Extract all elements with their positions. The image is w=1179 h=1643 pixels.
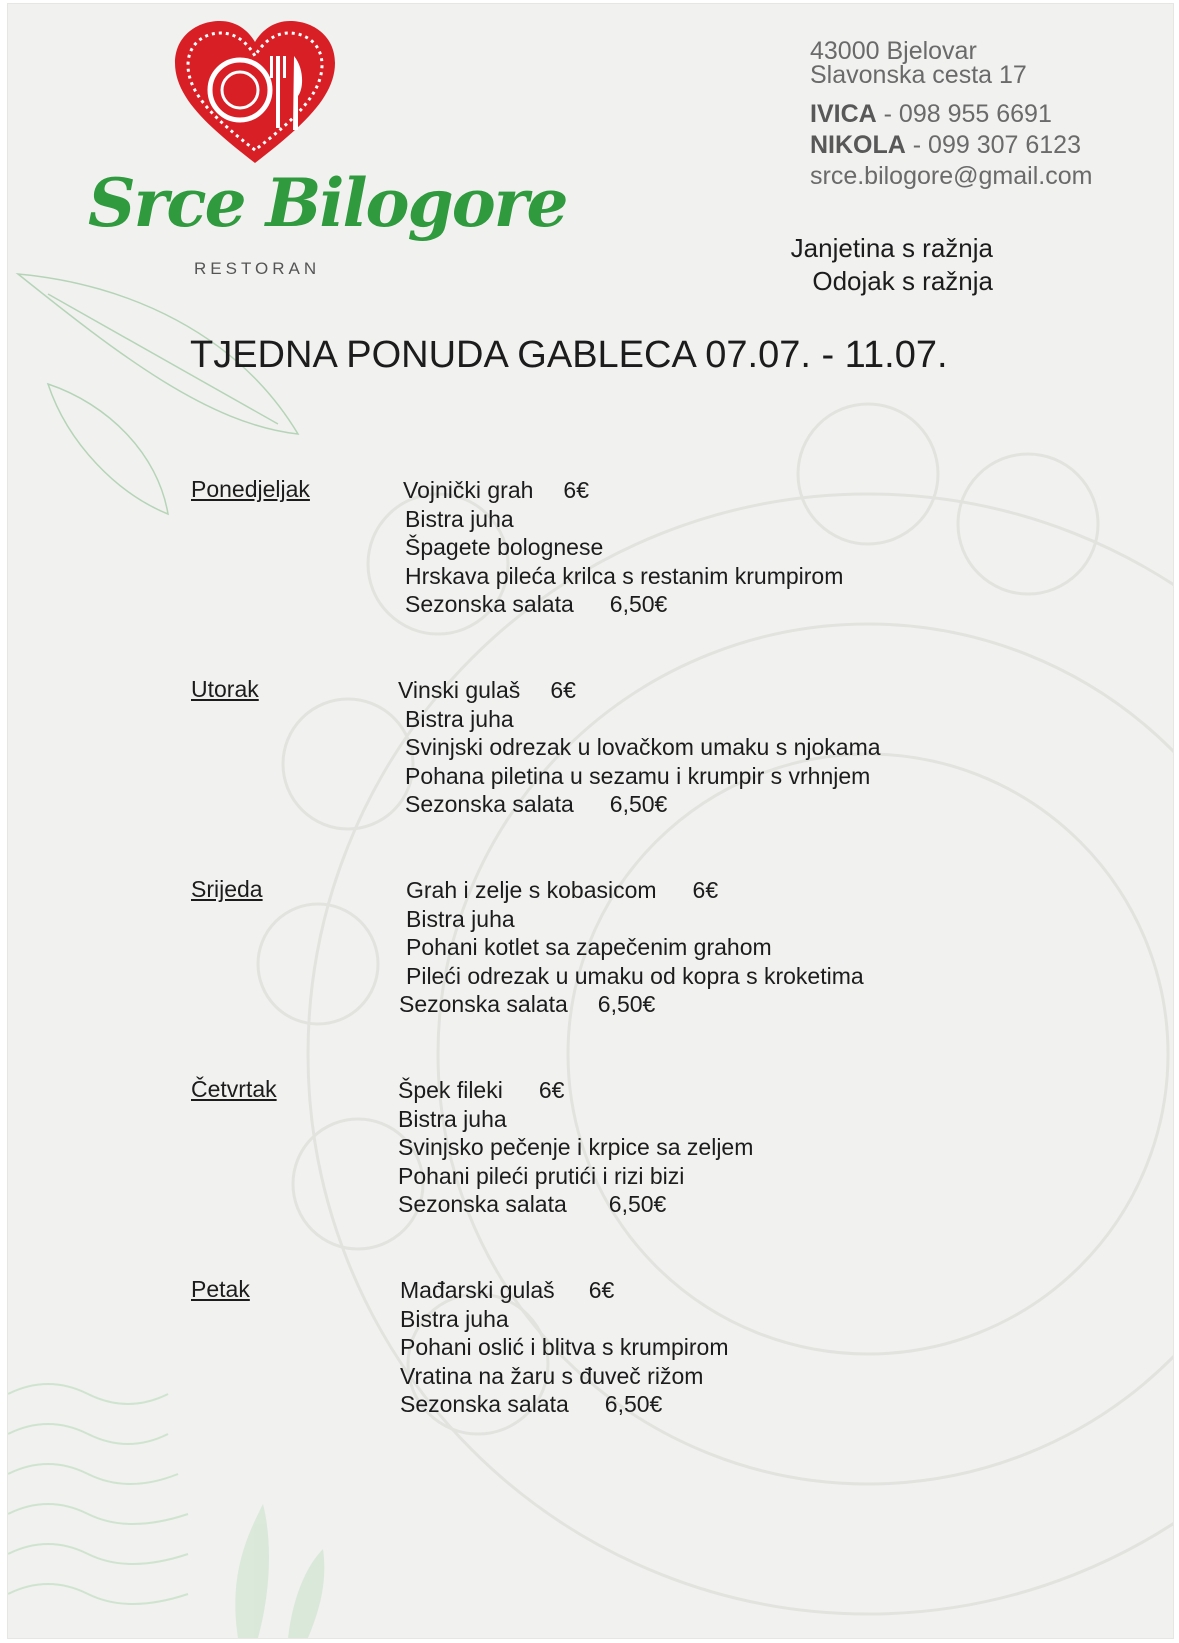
dish-item (398, 1190, 753, 1219)
dish-item (400, 1333, 729, 1362)
phone-name: NIKOLA (810, 131, 906, 159)
special-item: Odojak s ražnja (812, 266, 993, 296)
dish-list-ponedjeljak (403, 476, 843, 619)
dish-item (398, 1076, 753, 1105)
dish-name: Sezonska salata (405, 791, 574, 817)
dish-item (400, 1276, 729, 1305)
dish-item (398, 762, 881, 791)
dish-name: Bistra juha (405, 505, 514, 532)
dish-list-petak (400, 1276, 729, 1419)
dish-price: 6,50€ (597, 991, 656, 1017)
phone-number: - 099 307 6123 (912, 131, 1081, 159)
specials (791, 232, 993, 298)
address-line-1: 43000 Bjelovar (810, 37, 977, 65)
day-label-srijeda: Srijeda (191, 876, 263, 902)
phone-number: - 098 955 6691 (883, 100, 1052, 128)
contact-block (810, 36, 1150, 192)
dish-name: Pohana piletina u sezamu i krumpir s vrhnjem (405, 762, 871, 789)
address-line-2: Slavonska cesta 17 (810, 61, 1027, 89)
day-label-utorak: Utorak (191, 676, 259, 702)
day-label-ponedjeljak: Ponedjeljak (191, 476, 310, 502)
page-title: TJEDNA PONUDA GABLECA 07.07. - 11.07. (190, 334, 948, 376)
dish-name: Špagete bolognese (405, 534, 604, 560)
day-label-petak: Petak (191, 1276, 250, 1302)
dish-list-utorak (398, 676, 881, 819)
dish-name: Pohani kotlet sa zapečenim grahom (406, 934, 772, 960)
phone-name: IVICA (810, 100, 877, 128)
dish-price: 6,50€ (609, 791, 668, 817)
dish-name: Sezonska salata (399, 991, 568, 1017)
dish-item (398, 733, 881, 762)
logo-name: Srce Bilogore (88, 164, 567, 242)
dish-item (403, 505, 843, 534)
dish-name: Špek fileki (398, 1077, 503, 1103)
dish-name: Bistra juha (400, 1305, 509, 1332)
dish-name: Sezonska salata (405, 591, 574, 617)
email-address: srce.bilogore@gmail.com (810, 162, 1093, 190)
dish-list-srijeda (399, 876, 864, 1019)
dish-item (398, 1105, 753, 1134)
dish-price: 6€ (538, 1077, 565, 1103)
dish-item (406, 876, 864, 905)
dish-price: 6€ (563, 477, 590, 503)
dish-name: Grah i zelje s kobasicom (406, 877, 657, 903)
dish-name: Vinski gulaš (398, 677, 521, 703)
dish-item (398, 705, 881, 734)
heart-logo-icon (170, 18, 340, 168)
dish-name: Svinjsko pečenje i krpice sa zeljem (398, 1134, 754, 1160)
dish-list-cetvrtak (398, 1076, 753, 1219)
logo-subtitle: RESTORAN (194, 259, 321, 278)
dish-name: Sezonska salata (398, 1191, 567, 1217)
dish-item (400, 1362, 729, 1391)
dish-item (403, 562, 843, 591)
dish-item (398, 1162, 753, 1191)
dish-item (403, 533, 843, 562)
dish-item (400, 1305, 729, 1334)
dish-item (406, 962, 864, 991)
dish-name: Pileći odrezak u umaku od kopra s kroketima (406, 962, 864, 989)
dish-name: Bistra juha (406, 905, 515, 932)
dish-item (406, 905, 864, 934)
dish-price: 6€ (692, 877, 719, 903)
dish-price: 6,50€ (609, 591, 668, 617)
menu-page (7, 3, 1174, 1639)
dish-item (403, 476, 843, 505)
dish-price: 6,50€ (604, 1391, 663, 1417)
special-item: Janjetina s ražnja (790, 233, 993, 263)
dish-item (398, 1133, 753, 1162)
dish-price: 6,50€ (608, 1191, 667, 1217)
phone-nikola (810, 130, 1150, 161)
dish-name: Sezonska salata (400, 1391, 569, 1417)
dish-name: Hrskava pileća krilca s restanim krumpirom (405, 562, 844, 589)
dish-item (398, 676, 881, 705)
dish-item (403, 590, 843, 619)
dish-name: Vojnički grah (403, 477, 534, 503)
dish-name: Pohani pileći prutići i rizi bizi (398, 1162, 685, 1189)
dish-name: Bistra juha (405, 705, 514, 732)
dish-name: Mađarski gulaš (400, 1277, 555, 1303)
dish-price: 6€ (588, 1277, 615, 1303)
dish-price: 6€ (550, 677, 576, 703)
dish-name: Bistra juha (398, 1105, 507, 1132)
dish-name: Svinjski odrezak u lovačkom umaku s njokama (405, 734, 881, 760)
dish-item (406, 933, 864, 962)
dish-item (399, 990, 864, 1019)
dish-name: Pohani oslić i blitva s krumpirom (400, 1334, 729, 1360)
phone-ivica (810, 99, 1150, 130)
dish-name: Vratina na žaru s đuveč rižom (400, 1362, 704, 1389)
dish-item (400, 1390, 729, 1419)
dish-item (398, 790, 881, 819)
day-label-cetvrtak: Četvrtak (191, 1076, 277, 1102)
